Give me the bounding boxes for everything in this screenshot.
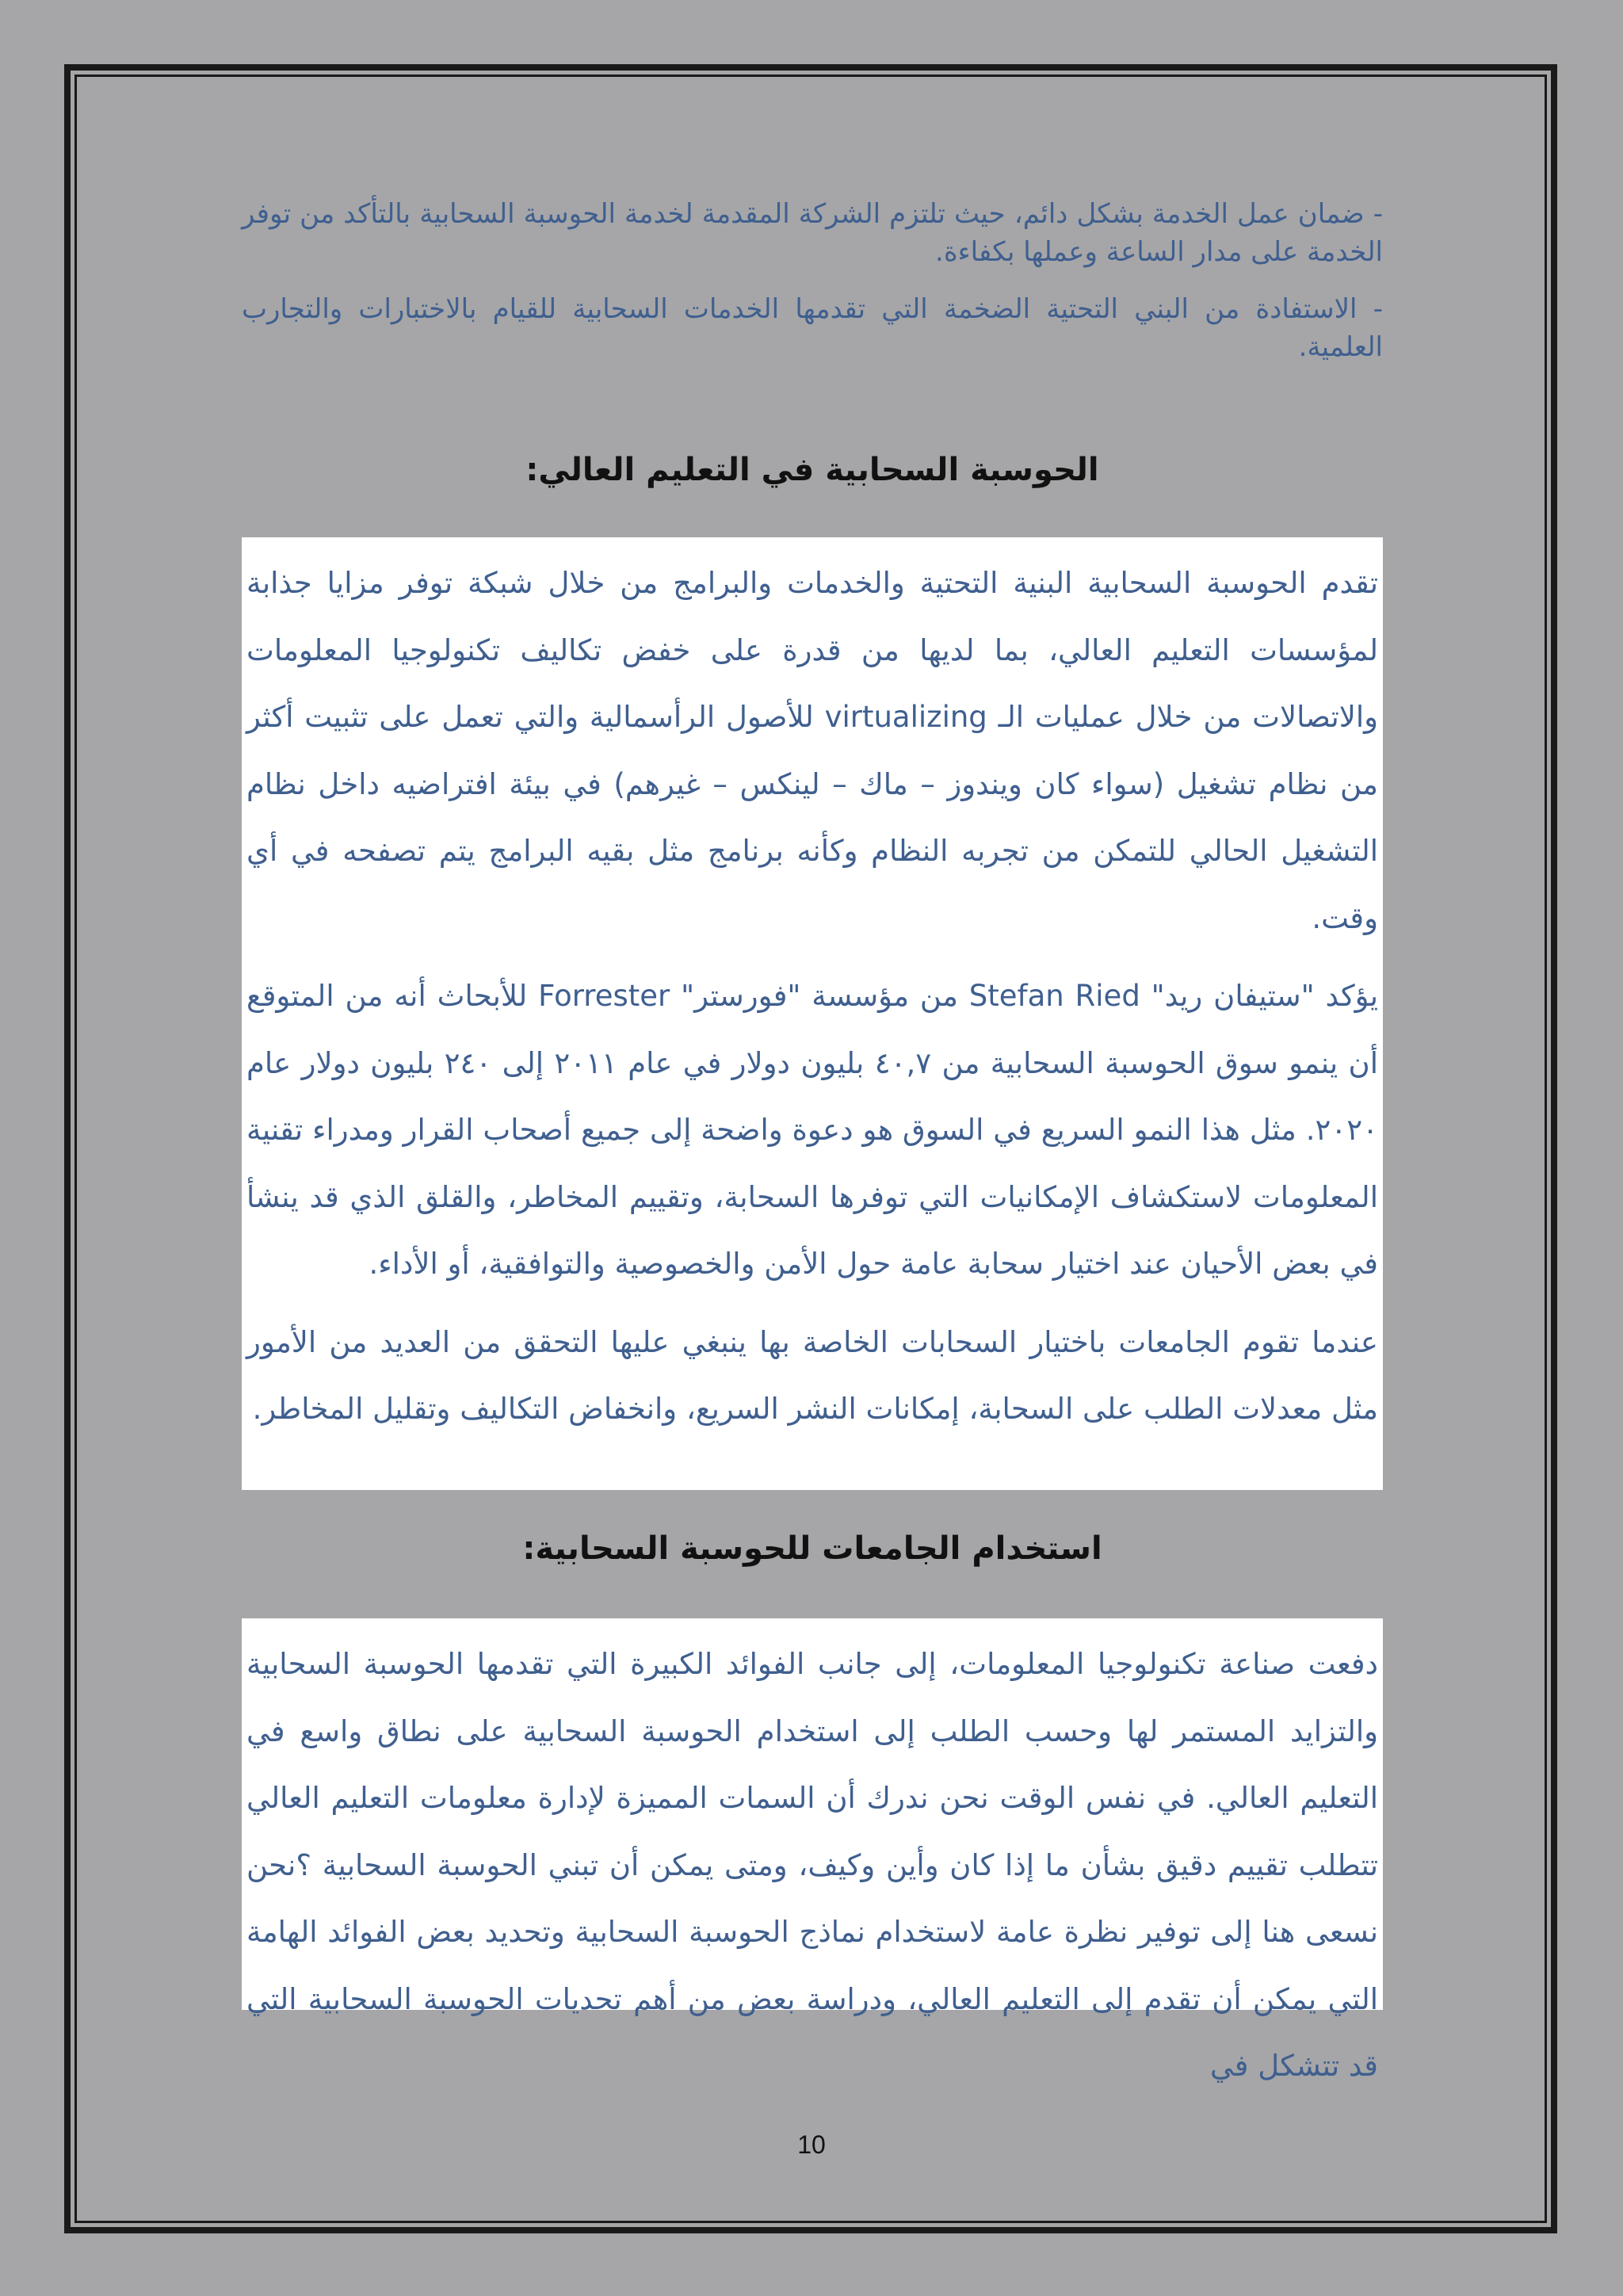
text-panel-university-cloud-use [242,1618,1383,2083]
paragraph: يؤكد "ستيفان ريد" Stefan Ried من مؤسسة "فورستر" Forrester للأبحاث أنه من المتوقع أن ينمو سوق الحوسبة السحابية من ٤٠,٧ بليون دولار في عام ٢٠١١ إلى ٢٤٠ بليون دولار عام ٢٠٢٠. مثل هذا النمو السريع في السوق هو دعوة واضحة إلى جميع أصحاب القرار ومدراء تقنية المعلومات لاستكشاف الإمكانيات التي توفرها السحابة، وتقييم المخاطر، والقلق الذي قد ينشأ في بعض الأحيان عند اختيار سحابة عامة حول الأمن والخصوصية والتوافقية، أو الأداء. [246,979,1378,1281]
bullet-list [242,195,1383,366]
paragraph: تقدم الحوسبة السحابية البنية التحتية والخدمات والبرامج من خلال شبكة توفر مزايا جذابة لمؤسسات التعليم العالي، بما لديها من قدرة على خفض تكاليف تكنولوجيا المعلومات والاتصالات من خلال عمليات الـ virtualizing للأصول الرأسمالية والتي تعمل على تثبيت أكثر من نظام تشغيل (سواء كان ويندوز – ماك – لينكس – غيرهم) في بيئة افتراضيه داخل نظام التشغيل الحالي للتمكن من تجربه النظام وكأنه برنامج مثل بقيه البرامج يتم تصفحه في أي وقت. [246,566,1378,935]
text-panel-cloud-higher-education [242,537,1383,1490]
bullet-item: - ضمان عمل الخدمة بشكل دائم، حيث تلتزم الشركة المقدمة لخدمة الحوسبة السحابية بالتأكد من توفر الخدمة على مدار الساعة وعملها بكفاءة. [242,198,1383,268]
page-number: 10 [797,2130,826,2159]
bullet-item: - الاستفادة من البني التحتية الضخمة التي تقدمها الخدمات السحابية للقيام بالاختبارات والتجارب العلمية. [242,293,1383,363]
section-heading-cloud-higher-education: الحوسبة السحابية في التعليم العالي: [525,452,1099,488]
paragraph: دفعت صناعة تكنولوجيا المعلومات، إلى جانب الفوائد الكبيرة التي تقدمها الحوسبة السحابية والتزايد المستمر لها وحسب الطلب إلى استخدام الحوسبة السحابية على نطاق واسع في التعليم العالي. في نفس الوقت نحن ندرك أن السمات المميزة لإدارة معلومات التعليم العالي تتطلب تقييم دقيق بشأن ما إذا كان وأين وكيف، ومتى يمكن أن تبني الحوسبة السحابية ؟نحن نسعى هنا إلى توفير نظرة عامة لاستخدام نماذج الحوسبة السحابية وتحديد بعض الفوائد الهامة التي يمكن أن تقدم إلى التعليم العالي، ودراسة بعض من أهم تحديات الحوسبة السحابية التي قد تتشكل في [246,1647,1378,2083]
section-heading-university-cloud-use: استخدام الجامعات للحوسبة السحابية: [522,1530,1102,1567]
paragraph: عندما تقوم الجامعات باختيار السحابات الخاصة بها ينبغي عليها التحقق من العديد من الأمور مثل معدلات الطلب على السحابة، إمكانات النشر السريع، وانخفاض التكاليف وتقليل المخاطر. [246,1324,1378,1426]
